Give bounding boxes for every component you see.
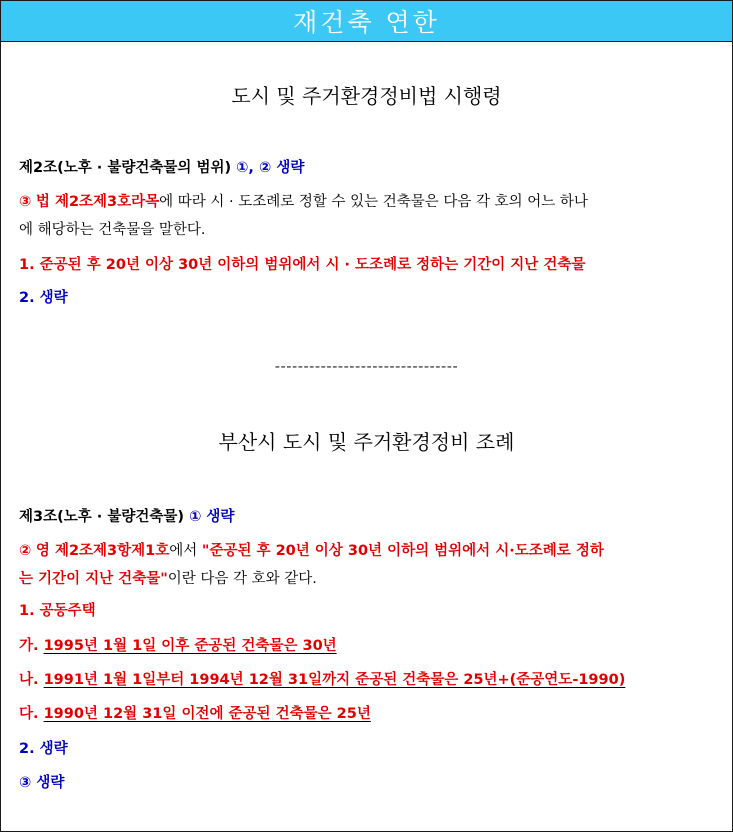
section2-article-heading	[19, 507, 722, 527]
section1-para3-line2: 에 해당하는 건축물을 말한다.	[19, 222, 206, 238]
section2-para2-line1	[19, 541, 722, 561]
page-title: 재건축 연한	[293, 8, 440, 37]
para2-marker: ②	[19, 543, 32, 559]
section1-para3-line1	[19, 192, 722, 212]
para2-quote-line2: 는 기간이 지난 건축물"	[19, 571, 168, 587]
para3-text-line1: 에 따라 시 · 도조례로 정할 수 있는 건축물은 다음 각 호의 어느 하나	[159, 194, 588, 210]
para2-text-a: 에서	[169, 543, 202, 559]
section1-article-title: 제2조(노후 · 불량건축물의 범위)	[19, 160, 232, 176]
header-bar	[1, 1, 732, 42]
sub-item-label: 가.	[19, 638, 39, 654]
sub-item-label: 나.	[19, 672, 39, 688]
section2-title: 부산시 도시 및 주거환경정비 조례	[218, 430, 515, 454]
section2-article-omitted: ① 생략	[189, 509, 235, 525]
para2-text-b: 이란 다음 각 호와 같다.	[167, 571, 317, 587]
sub-item-label: 다.	[19, 706, 39, 722]
sub-item-ga	[19, 636, 722, 656]
section2-item3: ③ 생략	[19, 775, 65, 791]
section2-item1: 1. 공동주택	[19, 603, 96, 619]
section-divider: --------------------------------	[274, 359, 459, 375]
section2-para2-line2	[19, 569, 722, 589]
section1-title: 도시 및 주거환경정비법 시행령	[231, 84, 502, 108]
section1-item2: 2. 생략	[19, 290, 68, 306]
section2-item2: 2. 생략	[19, 741, 68, 757]
para3-law-reference: 법 제2조제3호라목	[35, 194, 160, 210]
sub-item-text: 1995년 1월 1일 이후 준공된 건축물은 30년	[43, 638, 337, 654]
sub-item-da	[19, 704, 722, 724]
sub-item-text: 1991년 1월 1일부터 1994년 12월 31일까지 준공된 건축물은 25년+(준공연도-1990)	[43, 672, 626, 688]
para2-quote-line1: "준공된 후 20년 이상 30년 이하의 범위에서 시·도조례로 정하	[201, 543, 604, 559]
para3-marker: ③	[19, 194, 32, 210]
section1-item1: 1. 준공된 후 20년 이상 30년 이하의 범위에서 시 · 도조례로 정하는 기간이 지난 건축물	[19, 257, 586, 273]
sub-item-na	[19, 670, 722, 690]
section1-article-heading	[19, 158, 722, 178]
sub-item-text: 1990년 12월 31일 이전에 준공된 건축물은 25년	[43, 706, 371, 722]
section1-article-omitted: ①, ② 생략	[236, 160, 305, 176]
section2-article-title: 제3조(노후 · 불량건축물)	[19, 509, 185, 525]
para2-law-reference: 영 제2조제3항제1호	[35, 543, 170, 559]
